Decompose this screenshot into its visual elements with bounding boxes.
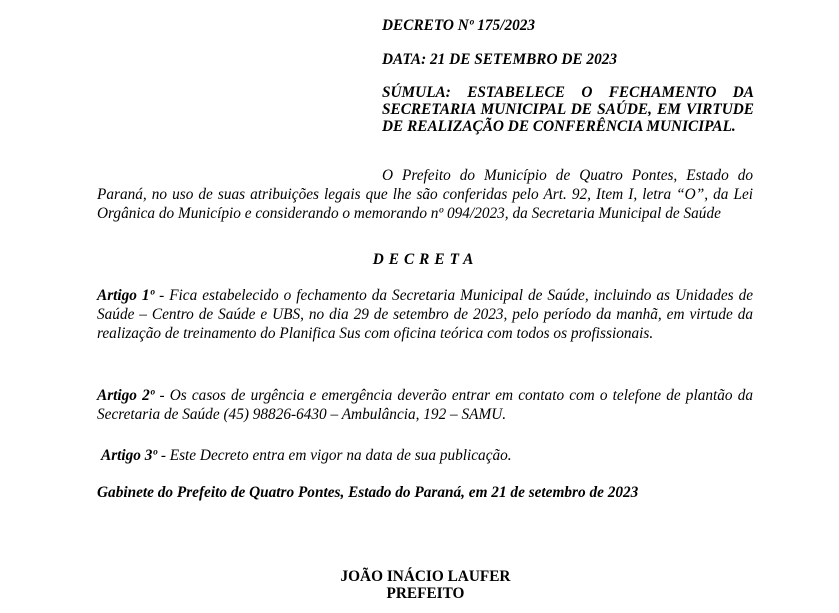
article-2	[97, 386, 753, 424]
article-3-label: Artigo 3º	[101, 447, 158, 464]
article-2-label: Artigo 2º	[97, 387, 155, 404]
closing-line: Gabinete do Prefeito de Quatro Pontes, Estado do Paraná, em 21 de setembro de 2023	[97, 484, 639, 501]
preamble-paragraph: O Prefeito do Município de Quatro Pontes, Estado do Paraná, no uso de suas atribuições legais que lhe são conferidas pelo Art. 92, Item I, letra “O”, da Lei Orgânica do Município e considerando o memorando nº 094/2023, da Secretaria Municipal de Saúde	[97, 167, 753, 222]
signatory-name: JOÃO INÁCIO LAUFER	[340, 568, 511, 585]
decree-summary: SÚMULA: ESTABELECE O FECHAMENTO DA SECRETARIA MUNICIPAL DE SAÚDE, EM VIRTUDE DE REALIZAÇÃO DE CONFERÊNCIA MUNICIPAL.	[382, 84, 754, 135]
article-1	[97, 286, 753, 343]
decree-number: DECRETO Nº 175/2023	[382, 17, 536, 34]
article-1-label: Artigo 1º	[97, 287, 155, 304]
signatory-title: PREFEITO	[386, 585, 465, 602]
article-3	[101, 446, 757, 465]
article-2-text: - Os casos de urgência e emergência deverão entrar em contato com o telefone de plantão da Secretaria de Saúde (45) 98826-6430 – Ambulância, 192 – SAMU.	[97, 387, 753, 423]
article-3-text: - Este Decreto entra em vigor na data de sua publicação.	[157, 447, 512, 464]
decree-date: DATA: 21 DE SETEMBRO DE 2023	[382, 51, 618, 68]
article-1-text: - Fica estabelecido o fechamento da Secretaria Municipal de Saúde, incluindo as Unidades de Saúde – Centro de Saúde e UBS, no dia 29 de setembro de 2023, pelo período da manhã, em virtude da realização de treinamento do Planifica Sus com oficina teórica com todos os profissionais.	[97, 287, 754, 342]
decreta-heading: DECRETA	[372, 251, 479, 268]
